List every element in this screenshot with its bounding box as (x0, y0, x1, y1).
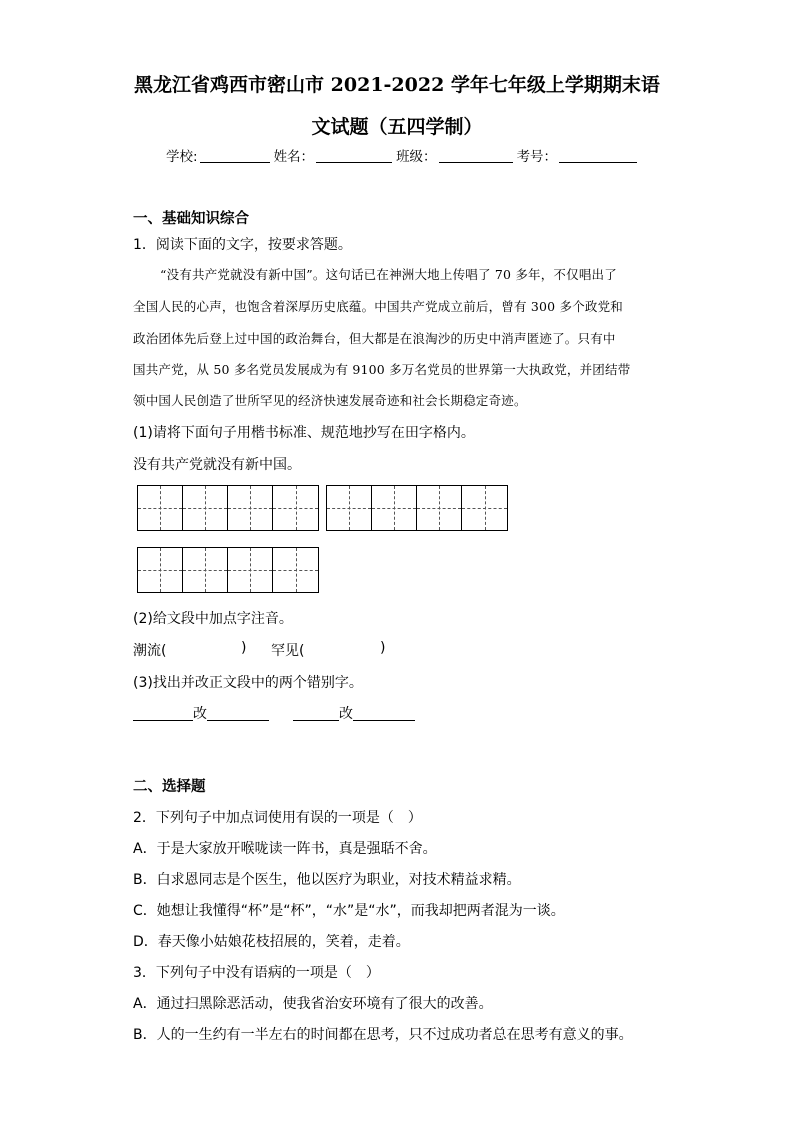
class-label: 班级： (396, 149, 437, 165)
correct-label: 改 (193, 706, 207, 722)
wrong-char-blank-2[interactable] (293, 704, 339, 721)
passage-line: 政治团体先后登上过中国的政治舞台，但大都是在浪淘沙的历史中消声匿迹了。只有中 (133, 331, 616, 346)
right-char-blank-1[interactable] (207, 704, 269, 721)
passage-line: 领中国人民创造了世所罕见的经济快速发展奇迹和社会长期稳定奇迹。 (133, 393, 527, 408)
tianzige-grid-3[interactable] (137, 547, 319, 593)
class-field[interactable] (439, 148, 513, 163)
correct-label: 改 (339, 706, 353, 722)
question-2-option-d[interactable]: D．春天像小姑娘花枝招展的，笑着，走着。 (133, 934, 410, 950)
sub-question-2: (2)给文段中加点字注音。 (133, 611, 293, 627)
grid-cell[interactable] (327, 486, 372, 530)
grid-cell[interactable] (273, 486, 318, 530)
sub-question-3: (3)找出并改正文段中的两个错别字。 (133, 675, 363, 691)
correction-row (133, 703, 415, 723)
tianzige-grid-2[interactable] (326, 485, 508, 531)
question-2-option-c[interactable]: C．她想让我懂得“杯”是“杯”，“水”是“水”，而我却把两者混为一谈。 (133, 903, 565, 919)
question-3-stem: 3．下列句子中没有语病的一项是（ ） (133, 965, 380, 981)
student-info-line (166, 145, 641, 165)
name-label: 姓名： (273, 149, 315, 165)
pinyin-item-1-label: 潮流( (133, 643, 167, 659)
page-title-line-1: 黑龙江省鸡西市密山市 2021-2022 学年七年级上学期期末语 (134, 74, 660, 96)
number-field[interactable] (559, 148, 637, 163)
sub-question-1: (1)请将下面句子用楷书标准、规范地抄写在田字格内。 (133, 425, 475, 441)
name-field[interactable] (316, 148, 392, 163)
number-label: 考号： (516, 149, 558, 165)
question-3-option-a[interactable]: A．通过扫黑除恶活动，使我省治安环境有了很大的改善。 (133, 996, 493, 1012)
question-3-option-b[interactable]: B．人的一生约有一半左右的时间都在思考，只不过成功者总在思考有意义的事。 (133, 1027, 633, 1043)
grid-cell[interactable] (183, 486, 228, 530)
wrong-char-blank-1[interactable] (133, 704, 193, 721)
school-label: 学校: (166, 149, 198, 165)
page-title-line-2: 文试题（五四学制） (311, 116, 483, 138)
section-heading-2: 二、选择题 (133, 779, 206, 795)
question-2-option-a[interactable]: A．于是大家放开喉咙读一阵书，真是强聒不舍。 (133, 841, 437, 857)
grid-cell[interactable] (138, 486, 183, 530)
pinyin-item-2-close: ) (380, 640, 386, 656)
right-char-blank-2[interactable] (353, 704, 415, 721)
grid-cell[interactable] (138, 548, 183, 592)
section-heading-1: 一、基础知识综合 (133, 211, 249, 227)
question-2-option-b[interactable]: B．白求恩同志是个医生，他以医疗为职业，对技术精益求精。 (133, 872, 521, 888)
question-2-stem: 2．下列句子中加点词使用有误的一项是（ ） (133, 810, 422, 826)
grid-cell[interactable] (183, 548, 228, 592)
tianzige-grid-1[interactable] (137, 485, 319, 531)
pinyin-item-2-label: 罕见( (271, 643, 305, 659)
grid-cell[interactable] (372, 486, 417, 530)
pinyin-item-1-close: ) (241, 640, 247, 656)
grid-cell[interactable] (462, 486, 507, 530)
copy-sentence: 没有共产党就没有新中国。 (133, 457, 301, 473)
question-1-stem: 1．阅读下面的文字，按要求答题。 (133, 237, 352, 253)
grid-cell[interactable] (228, 486, 273, 530)
grid-cell[interactable] (417, 486, 462, 530)
passage-line: “没有共产党就没有新中国”。这句话已在神洲大地上传唱了 70 多年，不仅唱出了 (160, 267, 617, 282)
passage-line: 国共产党，从 50 多名党员发展成为有 9100 多万名党员的世界第一大执政党，并团结带 (133, 362, 631, 377)
grid-cell[interactable] (228, 548, 273, 592)
passage-line: 全国人民的心声，也饱含着深厚历史底蕴。中国共产党成立前后，曾有 300 多个政党和 (133, 299, 624, 314)
grid-cell[interactable] (273, 548, 318, 592)
school-field[interactable] (200, 148, 270, 163)
